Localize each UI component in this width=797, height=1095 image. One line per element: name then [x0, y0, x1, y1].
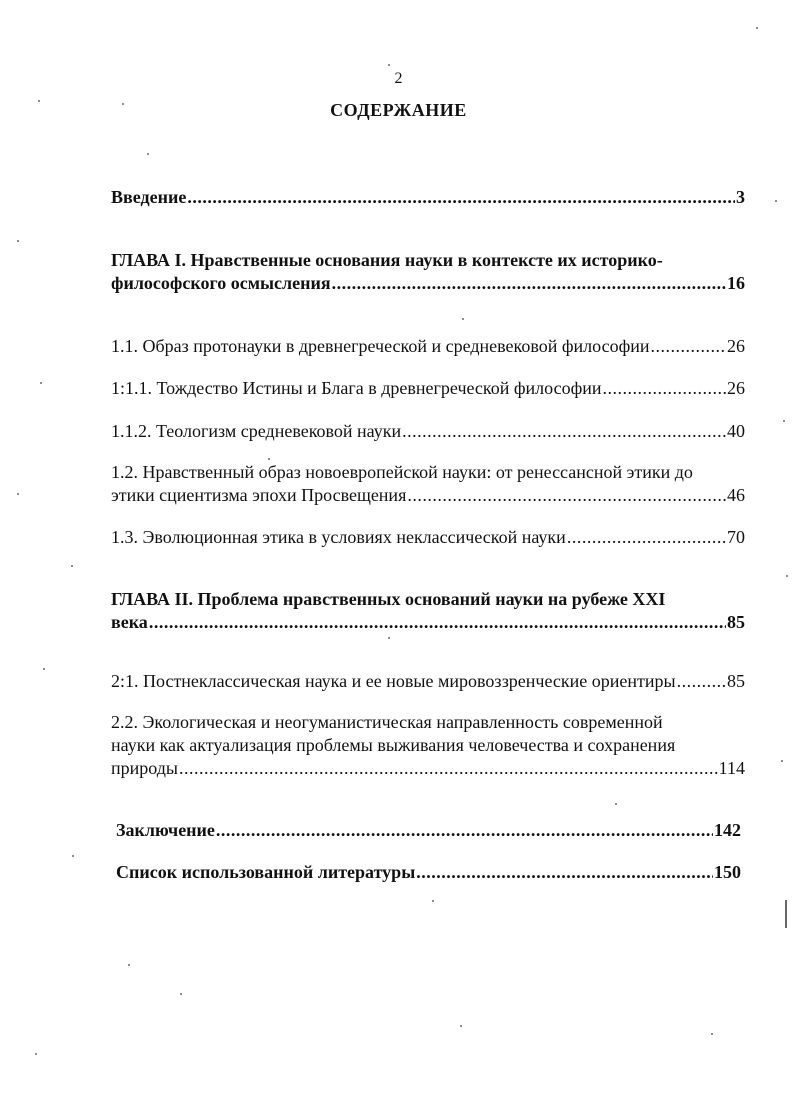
- toc-line: [116, 861, 741, 884]
- scan-speck: [711, 1033, 713, 1035]
- toc-page: 142: [714, 820, 741, 840]
- toc-page: 26: [727, 378, 745, 398]
- scan-speck: [462, 318, 464, 320]
- toc-entry-1-2[interactable]: [111, 461, 745, 507]
- toc-entry-conclusion[interactable]: [116, 819, 741, 842]
- toc-label: 1.3. Эволюционная этика в условиях неклассической науки: [111, 527, 566, 547]
- leader-dots: [407, 484, 726, 507]
- scan-speck: [756, 27, 758, 29]
- toc-label-line2: века: [111, 612, 148, 632]
- scan-speck: [781, 760, 783, 762]
- scan-speck: [388, 637, 390, 639]
- toc-label: Введение: [111, 187, 187, 207]
- leader-dots: [603, 377, 726, 400]
- toc-entry-1-1[interactable]: [111, 335, 745, 358]
- leader-dots: [402, 420, 726, 443]
- toc-page: 150: [714, 862, 741, 882]
- scan-speck: [388, 64, 390, 66]
- toc-line: [111, 484, 745, 507]
- toc-line: [111, 526, 745, 549]
- scan-speck: [268, 458, 270, 460]
- toc-page: 114: [718, 758, 745, 778]
- toc-page: 26: [727, 336, 745, 356]
- toc-label: Список использованной литературы: [116, 862, 416, 882]
- toc-label-line2: науки как актуализация проблемы выживания человечества и сохранения: [111, 735, 676, 755]
- toc-label-line2: этики сциентизма эпохи Просвещения: [111, 485, 407, 505]
- toc-entry-2-1[interactable]: [111, 670, 745, 693]
- scan-speck: [615, 803, 617, 805]
- page-title: СОДЕРЖАНИЕ: [330, 100, 467, 120]
- toc-entry-chapter2[interactable]: [111, 588, 745, 634]
- toc-label-line1: 1.2. Нравственный образ новоевропейской науки: от ренессансной этики до: [111, 462, 693, 482]
- leader-dots: [187, 186, 735, 209]
- scan-speck: [17, 240, 19, 242]
- toc-entry-bibliography[interactable]: [116, 861, 741, 884]
- toc-page: 70: [727, 527, 745, 547]
- toc-label-line1: ГЛАВА II. Проблема нравственных оснований науки на рубеже XXI: [111, 589, 666, 609]
- scan-speck: [775, 200, 777, 202]
- toc-page: 85: [727, 671, 745, 691]
- toc-label: 1:1.1. Тождество Истины и Блага в древнегреческой философии: [111, 378, 602, 398]
- toc-page: 40: [727, 421, 745, 441]
- toc-line: [111, 377, 745, 400]
- toc-page: 16: [727, 273, 745, 293]
- scan-speck: [38, 100, 40, 102]
- leader-dots: [567, 526, 726, 549]
- toc-label-line2: философского осмысления: [111, 273, 331, 293]
- leader-dots: [332, 272, 726, 295]
- leader-dots: [416, 861, 713, 884]
- toc-page: 3: [736, 187, 745, 207]
- toc-label-line1: 2.2. Экологическая и неогуманистическая направленность современной: [111, 712, 663, 732]
- scan-speck: [71, 565, 73, 567]
- toc-label: 2:1. Постнеклассическая наука и ее новые мировоззренческие ориентиры: [111, 671, 676, 691]
- leader-dots: [651, 335, 726, 358]
- scan-speck: [180, 993, 182, 995]
- toc-page: 46: [727, 485, 745, 505]
- toc-label: 1.1. Образ протонауки в древнегреческой и средневековой философии: [111, 336, 650, 356]
- toc-entry-intro[interactable]: [111, 186, 745, 209]
- scan-speck: [35, 1053, 37, 1055]
- scan-speck: [147, 153, 149, 155]
- toc-entry-2-2[interactable]: [111, 711, 745, 780]
- toc-entry-1-1-1[interactable]: [111, 377, 745, 400]
- toc-label-line1: ГЛАВА I. Нравственные основания науки в контексте их историко-: [111, 250, 663, 270]
- scan-speck: [122, 103, 124, 105]
- toc-label-line3: природы: [111, 758, 178, 778]
- toc-label: Заключение: [116, 820, 215, 840]
- toc-line: [111, 272, 745, 295]
- toc-line: [116, 819, 741, 842]
- toc-entry-1-1-2[interactable]: [111, 420, 745, 443]
- scan-speck: [785, 900, 787, 928]
- scan-speck: [786, 575, 788, 577]
- scan-speck: [72, 855, 74, 857]
- scan-speck: [783, 420, 785, 422]
- scan-speck: [460, 1025, 462, 1027]
- scan-speck: [128, 964, 130, 966]
- toc-entry-chapter1[interactable]: [111, 249, 745, 295]
- toc-entry-1-3[interactable]: [111, 526, 745, 549]
- scan-speck: [40, 382, 42, 384]
- leader-dots: [179, 757, 718, 780]
- toc-line: [111, 611, 745, 634]
- scan-speck: [17, 493, 19, 495]
- page-number: 2: [394, 70, 403, 87]
- toc-line: [111, 186, 745, 209]
- leader-dots: [677, 670, 726, 693]
- toc-label: 1.1.2. Теологизм средневековой науки: [111, 421, 402, 441]
- toc-line: [111, 420, 745, 443]
- leader-dots: [149, 611, 726, 634]
- scan-speck: [43, 668, 45, 670]
- scan-speck: [432, 900, 434, 902]
- toc-line: [111, 670, 745, 693]
- toc-page: 85: [727, 612, 745, 632]
- toc-line: [111, 335, 745, 358]
- toc-line: [111, 757, 745, 780]
- leader-dots: [216, 819, 713, 842]
